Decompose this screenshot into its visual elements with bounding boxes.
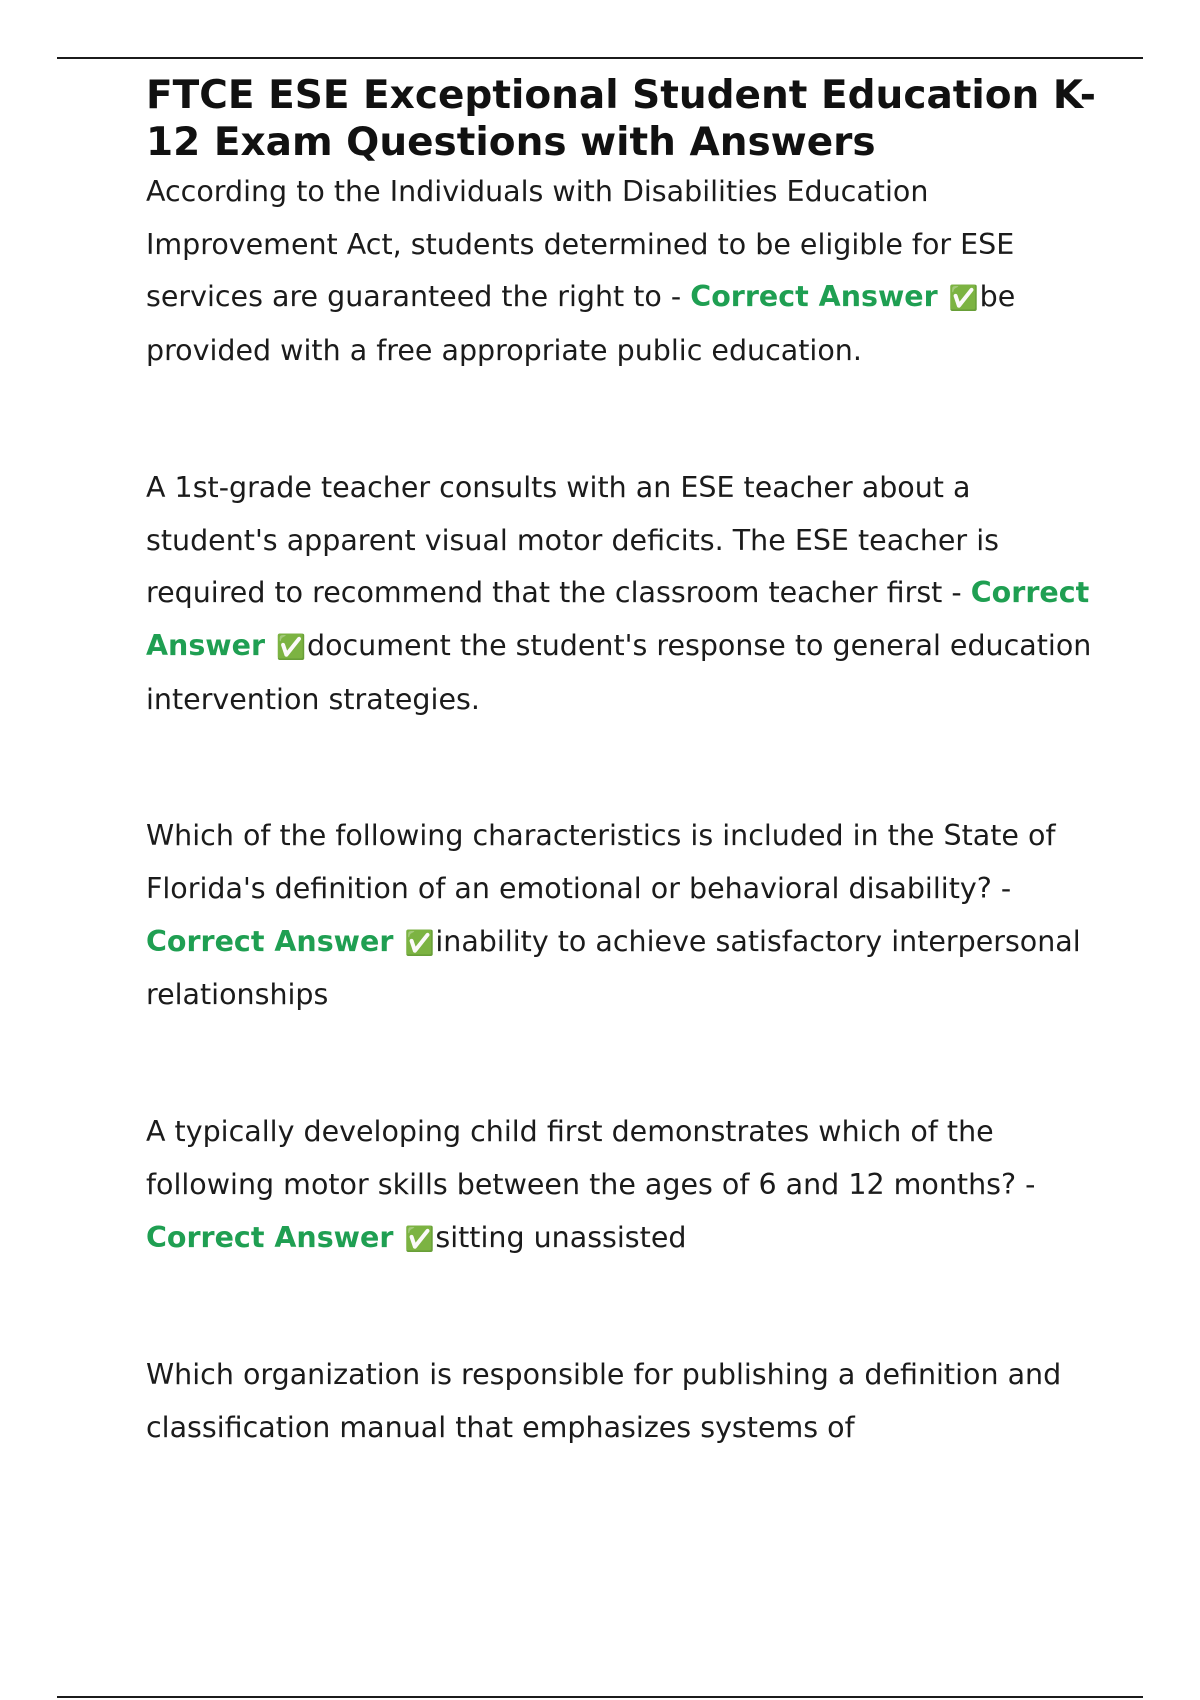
correct-answer-label: Correct Answer xyxy=(146,576,1090,662)
correct-answer-label: Correct Answer xyxy=(146,924,394,958)
check-circle-icon: ✅ xyxy=(404,1224,435,1253)
answer-text: inability to achieve satisfactory interpersonal relationships xyxy=(146,924,1081,1012)
document-title: FTCE ESE Exceptional Student Education K-12 Exam Questions with Answers xyxy=(146,73,1096,165)
check-circle-icon: ✅ xyxy=(276,632,306,661)
qa-item xyxy=(146,462,1096,727)
question-text: A 1st-grade teacher consults with an ESE teacher about a student's apparent visual motor deficits. The ESE teacher is required to recommend that the classroom teacher first - xyxy=(146,470,999,610)
qa-item xyxy=(146,1349,1096,1454)
correct-answer-label: Correct Answer xyxy=(146,1220,394,1254)
document-body xyxy=(146,72,1096,1455)
qa-item xyxy=(146,1106,1096,1265)
top-rule xyxy=(57,57,1143,59)
question-text: A typically developing child first demonstrates which of the following motor skills between the ages of 6 and 12 months? - xyxy=(146,1115,1036,1201)
bottom-rule xyxy=(57,1696,1143,1698)
qa-item xyxy=(146,166,1096,378)
answer-text: document the student's response to general education intervention strategies. xyxy=(146,628,1092,716)
check-circle-icon: ✅ xyxy=(404,928,435,957)
answer-text: sitting unassisted xyxy=(435,1220,687,1254)
qa-item xyxy=(146,810,1096,1022)
check-circle-icon: ✅ xyxy=(948,284,979,313)
question-text: Which organization is responsible for publishing a definition and classification manual that emphasizes systems of xyxy=(146,1358,1062,1444)
answer-text: be provided with a free appropriate public education. xyxy=(146,280,1016,368)
question-text: Which of the following characteristics is included in the State of Florida's definition of an emotional or behavioral disability? - xyxy=(146,819,1056,906)
correct-answer-label: Correct Answer xyxy=(690,280,938,314)
question-text: According to the Individuals with Disabilities Education Improvement Act, students determined to be eligible for ESE services are guaranteed the right to - xyxy=(146,175,1015,314)
